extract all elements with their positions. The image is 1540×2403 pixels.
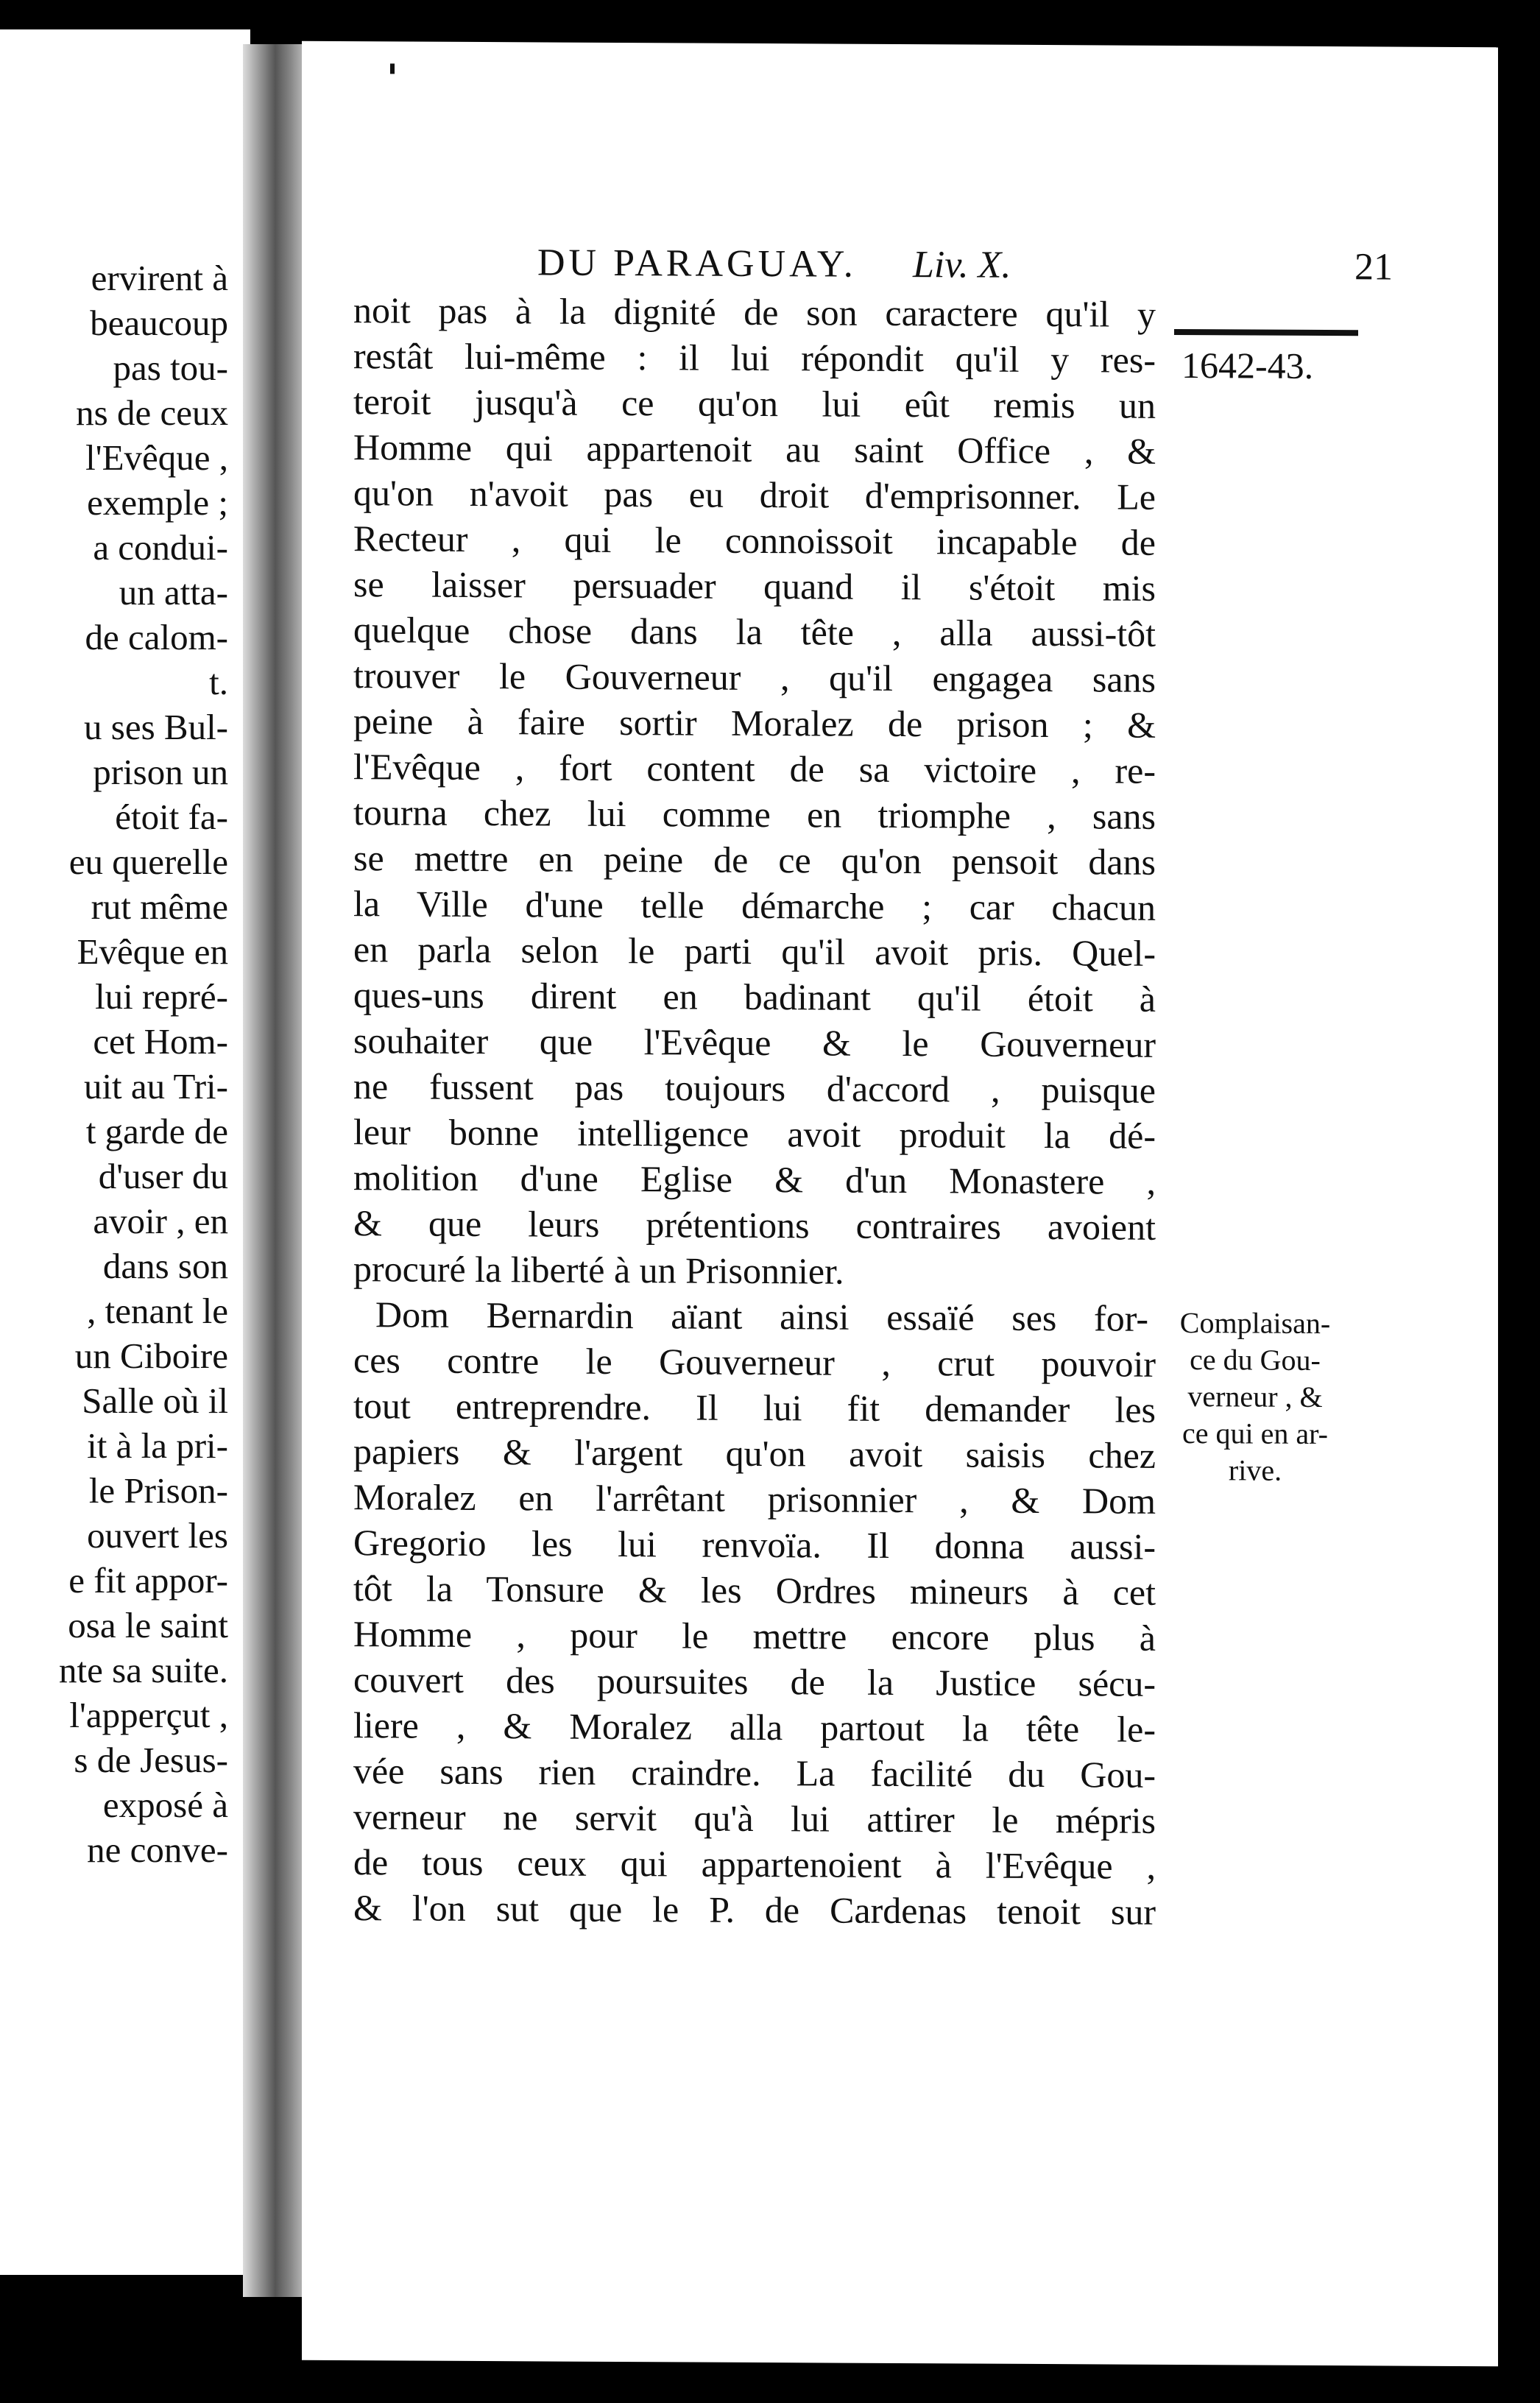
margin-note [1145, 1305, 1366, 1490]
body-line: Moralez en l'arrêtant prisonnier , & Dom [353, 1476, 1156, 1522]
left-page-line: lui repré- [95, 976, 228, 1017]
page-number: 21 [1354, 246, 1393, 289]
body-line: de tous ceux qui appartenoient à l'Evêque , [353, 1841, 1156, 1887]
body-line: l'Evêque , fort content de sa victoire , re- [353, 746, 1156, 791]
body-line: ques-uns dirent en badinant qu'il étoit à [353, 974, 1156, 1020]
left-facing-page [0, 29, 250, 2275]
body-line: quelque chose dans la tête , alla aussi-tôt [353, 609, 1156, 654]
body-line: ces contre le Gouverneur , crut pouvoir [353, 1339, 1156, 1385]
left-page-line: ervirent à [91, 258, 228, 298]
body-line: en parla selon le parti qu'il avoit pris. Quel- [353, 928, 1156, 974]
left-page-line: ns de ceux [76, 392, 228, 433]
left-page-line: t garde de [85, 1111, 228, 1151]
body-line: & que leurs prétentions contraires avoient [353, 1202, 1156, 1248]
margin-note-line: Complaisan- [1179, 1305, 1331, 1341]
right-page [302, 41, 1498, 2367]
left-page-line: u ses Bul- [84, 707, 228, 747]
body-line: tourna chez lui comme en triomphe , sans [353, 791, 1156, 837]
margin-note-line: ce qui en ar- [1182, 1416, 1328, 1451]
body-line: la Ville d'une telle démarche ; car chacun [353, 883, 1156, 928]
body-line: se laisser persuader quand il s'étoit mis [353, 563, 1156, 609]
left-page-line: ne conve- [87, 1829, 228, 1870]
body-line: couvert des poursuites de la Justice sécu- [353, 1659, 1156, 1704]
body-line: tôt la Tonsure & les Ordres mineurs à cet [353, 1567, 1156, 1613]
body-line: Homme , pour le mettre encore plus à [353, 1613, 1156, 1659]
margin-note-line: rive. [1228, 1453, 1282, 1487]
left-page-line: un Ciboire [74, 1335, 228, 1376]
left-page-line: ouvert les [87, 1515, 228, 1556]
body-line: & l'on sut que le P. de Cardenas tenoit sur [353, 1887, 1156, 1933]
left-page-line: étoit fa- [115, 797, 228, 837]
margin-note-line: ce du Gou- [1190, 1343, 1321, 1377]
left-page-line: prison un [93, 752, 228, 792]
left-page-line: d'user du [98, 1156, 228, 1196]
body-line: verneur ne servit qu'à lui attirer le mépris [353, 1796, 1156, 1841]
body-line: ne fussent pas toujours d'accord , puisque [353, 1065, 1156, 1111]
left-page-line: cet Hom- [93, 1021, 228, 1062]
body-line: molition d'une Eglise & d'un Monastere , [353, 1157, 1156, 1202]
left-page-line: l'apperçut , [69, 1695, 228, 1735]
book-label: Liv. X. [913, 244, 1011, 286]
left-page-line: it à la pri- [87, 1425, 228, 1466]
body-line: peine à faire sortir Moralez de prison ; & [353, 700, 1156, 746]
body-line: Homme qui appartenoit au saint Office , & [353, 426, 1156, 472]
body-line: noit pas à la dignité de son caractere qu'il y [353, 289, 1156, 335]
body-line: papiers & l'argent qu'on avoit saisis chez [353, 1430, 1156, 1476]
left-page-line: Salle où il [82, 1380, 228, 1421]
body-line: teroit jusqu'à ce qu'on lui eût remis un [353, 381, 1156, 426]
body-line: qu'on n'avoit pas eu droit d'emprisonner. Le [353, 472, 1156, 518]
body-line: Dom Bernardin aïant ainsi essaïé ses for- [375, 1294, 1148, 1339]
body-line: restât lui-même : il lui répondit qu'il y res- [353, 335, 1156, 381]
left-page-line: s de Jesus- [74, 1740, 228, 1780]
left-page-line: e fit appor- [68, 1560, 228, 1601]
body-line: liere , & Moralez alla partout la tête le- [353, 1704, 1156, 1750]
running-head: DU PARAGUAY. [537, 241, 857, 286]
body-line: se mettre en peine de ce qu'on pensoit dans [353, 837, 1156, 883]
ink-speck [390, 63, 395, 74]
left-page-line: exemple ; [87, 482, 228, 523]
left-page-line: exposé à [102, 1785, 228, 1825]
body-line: vée sans rien craindre. La facilité du Gou- [353, 1750, 1156, 1796]
left-page-line: a condui- [93, 527, 228, 568]
left-page-line: le Prison- [88, 1470, 228, 1511]
left-page-line: de calom- [85, 617, 228, 657]
year-margin-note: 1642-43. [1182, 345, 1314, 387]
body-line: Recteur , qui le connoissoit incapable de [353, 518, 1156, 563]
body-line: Gregorio les lui renvoïa. Il donna aussi- [353, 1522, 1156, 1567]
body-line: procuré la liberté à un Prisonnier. [353, 1248, 844, 1292]
left-page-line: eu querelle [68, 841, 228, 882]
left-page-line: l'Evêque , [85, 437, 228, 478]
left-page-line: , tenant le [87, 1291, 228, 1331]
left-page-line: pas tou- [113, 347, 228, 388]
body-line: souhaiter que l'Evêque & le Gouverneur [353, 1020, 1156, 1065]
left-page-line: uit au Tri- [83, 1066, 228, 1107]
left-page-line: dans son [102, 1246, 228, 1286]
left-page-line: beaucoup [90, 303, 228, 343]
body-line: leur bonne intelligence avoit produit la dé- [353, 1111, 1156, 1157]
margin-rule [1174, 329, 1358, 336]
left-page-line: avoir , en [93, 1201, 228, 1241]
left-page-line: rut même [91, 886, 228, 927]
left-page-line: t. [209, 662, 228, 702]
body-line: tout entreprendre. Il lui fit demander les [353, 1385, 1156, 1430]
left-page-line: un atta- [119, 572, 228, 613]
left-page-line: osa le saint [68, 1605, 228, 1645]
body-line: trouver le Gouverneur , qu'il engagea sans [353, 654, 1156, 700]
left-page-line: Evêque en [77, 931, 228, 972]
left-page-line: nte sa suite. [59, 1650, 228, 1690]
margin-note-line: verneur , & [1187, 1380, 1323, 1414]
